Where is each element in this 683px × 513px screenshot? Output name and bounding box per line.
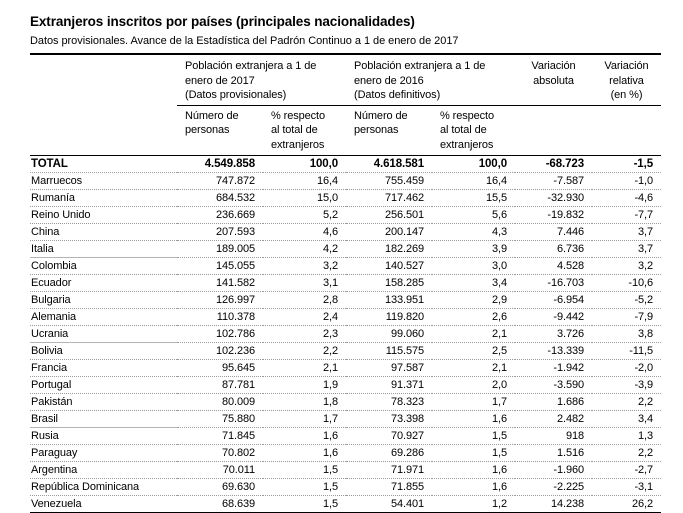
variacion-relativa-value: -10,6 [592,275,661,292]
country-label: Rusia [30,428,177,445]
variacion-absoluta-line1: Variación [515,59,592,74]
sub-header-pct-2016 [432,105,515,156]
table-row [30,309,661,326]
numero-2017-value: 70.011 [177,462,263,479]
pct-2016-value: 2,0 [432,377,515,394]
pct-2016-value: 2,6 [432,309,515,326]
variacion-absoluta-value: -2.225 [515,479,592,496]
variacion-absoluta-value: -6.954 [515,292,592,309]
group-header-pop-2017-line2: enero de 2017 [185,74,346,89]
table-row [30,394,661,411]
numero-2017-value: 80.009 [177,394,263,411]
pct-2017-value: 3,2 [263,258,346,275]
total-variacion-relativa: -1,5 [592,156,661,173]
numero-2017-value: 110.378 [177,309,263,326]
numero-2017-value: 70.802 [177,445,263,462]
total-numero-2017: 4.549.858 [177,156,263,173]
variacion-relativa-value: -5,2 [592,292,661,309]
numero-2017-value: 102.786 [177,326,263,343]
table-row [30,207,661,224]
variacion-absoluta-value: -3.590 [515,377,592,394]
numero-2016-value: 71.855 [346,479,432,496]
pct-2016-value: 5,6 [432,207,515,224]
numero-2017-value: 684.532 [177,190,263,207]
numero-2016-value: 182.269 [346,241,432,258]
pct-2017-value: 15,0 [263,190,346,207]
variacion-relativa-value: 3,4 [592,411,661,428]
sub-header-pct-2017-line2: al total de [271,123,346,138]
pct-2017-value: 4,2 [263,241,346,258]
pct-2016-value: 4,3 [432,224,515,241]
variacion-relativa-value: 3,7 [592,241,661,258]
country-label: Brasil [30,411,177,428]
sub-header-numero-2017 [177,105,263,156]
country-label: Colombia [30,258,177,275]
page-title: Extranjeros inscritos por países (principales nacionalidades) [30,14,661,30]
numero-2016-value: 54.401 [346,496,432,513]
total-pct-2017: 100,0 [263,156,346,173]
numero-2016-value: 97.587 [346,360,432,377]
numero-2017-value: 75.880 [177,411,263,428]
table-row-total [30,156,661,173]
numero-2016-value: 133.951 [346,292,432,309]
numero-2016-value: 71.971 [346,462,432,479]
country-label: Venezuela [30,496,177,513]
group-header-pop-2016-line3: (Datos definitivos) [354,88,515,103]
pct-2016-value: 1,7 [432,394,515,411]
total-numero-2016: 4.618.581 [346,156,432,173]
pct-2016-value: 2,1 [432,326,515,343]
country-label: Paraguay [30,445,177,462]
table-row [30,190,661,207]
variacion-absoluta-value: 14.238 [515,496,592,513]
pct-2016-value: 2,5 [432,343,515,360]
variacion-relativa-line3: (en %) [592,88,661,103]
variacion-relativa-value: -7,7 [592,207,661,224]
table-row [30,275,661,292]
variacion-relativa-value: -3,9 [592,377,661,394]
country-label: Bulgaria [30,292,177,309]
group-header-pop-2017 [177,55,346,105]
numero-2017-value: 126.997 [177,292,263,309]
sub-header-blank [30,105,177,156]
sub-header-numero-2016-line1: Número de [354,109,432,124]
sub-header-numero-2016-line2: personas [354,123,432,138]
country-label: Portugal [30,377,177,394]
numero-2016-value: 78.323 [346,394,432,411]
variacion-relativa-value: -4,6 [592,190,661,207]
country-label: Francia [30,360,177,377]
pct-2016-value: 15,5 [432,190,515,207]
numero-2016-value: 91.371 [346,377,432,394]
total-variacion-absoluta: -68.723 [515,156,592,173]
numero-2016-value: 755.459 [346,173,432,190]
numero-2017-value: 207.593 [177,224,263,241]
pct-2017-value: 2,4 [263,309,346,326]
pct-2016-value: 1,6 [432,462,515,479]
group-header-pop-2017-line3: (Datos provisionales) [185,88,346,103]
total-label: TOTAL [30,156,177,173]
table-body [30,156,661,513]
pct-2017-value: 1,6 [263,445,346,462]
table-header [30,54,661,156]
pct-2017-value: 2,8 [263,292,346,309]
pct-2016-value: 1,5 [432,428,515,445]
sub-header-variacion-absoluta-blank [515,105,592,156]
numero-2016-value: 115.575 [346,343,432,360]
variacion-relativa-value: 2,2 [592,394,661,411]
pct-2016-value: 1,6 [432,411,515,428]
numero-2017-value: 95.645 [177,360,263,377]
pct-2016-value: 3,9 [432,241,515,258]
numero-2016-value: 99.060 [346,326,432,343]
variacion-absoluta-value: 1.686 [515,394,592,411]
pct-2016-value: 3,4 [432,275,515,292]
group-header-row [30,55,661,105]
country-label: Alemania [30,309,177,326]
variacion-absoluta-value: 1.516 [515,445,592,462]
group-header-blank [30,55,177,105]
table-row [30,496,661,513]
pct-2017-value: 2,2 [263,343,346,360]
pct-2017-value: 3,1 [263,275,346,292]
variacion-absoluta-value: -9.442 [515,309,592,326]
table-row [30,411,661,428]
variacion-relativa-value: 3,8 [592,326,661,343]
pct-2016-value: 2,9 [432,292,515,309]
variacion-absoluta-value: -16.703 [515,275,592,292]
group-header-variacion-relativa [592,55,661,105]
variacion-relativa-value: -11,5 [592,343,661,360]
numero-2017-value: 68.639 [177,496,263,513]
variacion-absoluta-value: 6.736 [515,241,592,258]
numero-2016-value: 717.462 [346,190,432,207]
pct-2016-value: 16,4 [432,173,515,190]
pct-2016-value: 3,0 [432,258,515,275]
foreign-population-table [30,53,661,513]
pct-2016-value: 1,6 [432,479,515,496]
numero-2016-value: 158.285 [346,275,432,292]
country-label: Bolivia [30,343,177,360]
pct-2017-value: 1,6 [263,428,346,445]
table-row [30,445,661,462]
variacion-relativa-value: -7,9 [592,309,661,326]
variacion-relativa-value: -3,1 [592,479,661,496]
table-row [30,258,661,275]
numero-2017-value: 87.781 [177,377,263,394]
numero-2016-value: 256.501 [346,207,432,224]
variacion-absoluta-value: -7.587 [515,173,592,190]
group-header-pop-2016 [346,55,515,105]
variacion-relativa-line2: relativa [592,74,661,89]
numero-2017-value: 102.236 [177,343,263,360]
variacion-relativa-value: 3,2 [592,258,661,275]
variacion-absoluta-value: -13.339 [515,343,592,360]
numero-2017-value: 145.055 [177,258,263,275]
variacion-absoluta-value: 918 [515,428,592,445]
numero-2016-value: 200.147 [346,224,432,241]
group-header-pop-2016-line2: enero de 2016 [354,74,515,89]
numero-2016-value: 119.820 [346,309,432,326]
variacion-absoluta-value: -1.942 [515,360,592,377]
table-row [30,241,661,258]
table-row [30,326,661,343]
country-label: Ucrania [30,326,177,343]
table-row [30,224,661,241]
sub-header-pct-2016-line1: % respecto [440,109,515,124]
variacion-relativa-value: 3,7 [592,224,661,241]
numero-2017-value: 141.582 [177,275,263,292]
variacion-relativa-value: -2,7 [592,462,661,479]
country-label: Reino Unido [30,207,177,224]
group-header-variacion-absoluta [515,55,592,105]
variacion-absoluta-value: -32.930 [515,190,592,207]
variacion-relativa-value: 2,2 [592,445,661,462]
numero-2016-value: 73.398 [346,411,432,428]
variacion-absoluta-value: 4.528 [515,258,592,275]
table-row [30,292,661,309]
table-row [30,428,661,445]
pct-2016-value: 1,2 [432,496,515,513]
numero-2017-value: 747.872 [177,173,263,190]
country-label: Italia [30,241,177,258]
sub-header-numero-2017-line2: personas [185,123,263,138]
numero-2016-value: 69.286 [346,445,432,462]
variacion-absoluta-value: -1.960 [515,462,592,479]
country-label: China [30,224,177,241]
variacion-relativa-value: -1,0 [592,173,661,190]
pct-2017-value: 1,5 [263,496,346,513]
numero-2017-value: 69.630 [177,479,263,496]
table-row [30,173,661,190]
country-label: Ecuador [30,275,177,292]
country-label: República Dominicana [30,479,177,496]
pct-2017-value: 1,5 [263,462,346,479]
variacion-relativa-value: -2,0 [592,360,661,377]
table-row [30,360,661,377]
variacion-absoluta-line2: absoluta [515,74,592,89]
pct-2017-value: 4,6 [263,224,346,241]
sub-header-pct-2017-line1: % respecto [271,109,346,124]
pct-2017-value: 2,1 [263,360,346,377]
table-row [30,462,661,479]
country-label: Marruecos [30,173,177,190]
sub-header-pct-2017-line3: extranjeros [271,138,346,153]
variacion-absoluta-value: -19.832 [515,207,592,224]
page-subtitle: Datos provisionales. Avance de la Estadística del Padrón Continuo a 1 de enero de 2017 [30,34,661,48]
numero-2017-value: 71.845 [177,428,263,445]
variacion-relativa-line1: Variación [592,59,661,74]
group-header-pop-2016-line1: Población extranjera a 1 de [354,59,515,74]
table-row [30,377,661,394]
sub-header-pct-2016-line2: al total de [440,123,515,138]
table-row [30,343,661,360]
country-label: Pakistán [30,394,177,411]
pct-2017-value: 1,8 [263,394,346,411]
country-label: Rumanía [30,190,177,207]
variacion-absoluta-value: 7.446 [515,224,592,241]
sub-header-numero-2016 [346,105,432,156]
pct-2017-value: 1,5 [263,479,346,496]
sub-header-pct-2016-line3: extranjeros [440,138,515,153]
pct-2016-value: 1,5 [432,445,515,462]
pct-2016-value: 2,1 [432,360,515,377]
table-row [30,479,661,496]
numero-2016-value: 140.527 [346,258,432,275]
pct-2017-value: 5,2 [263,207,346,224]
numero-2017-value: 189.005 [177,241,263,258]
pct-2017-value: 16,4 [263,173,346,190]
sub-header-numero-2017-line1: Número de [185,109,263,124]
total-pct-2016: 100,0 [432,156,515,173]
group-header-pop-2017-line1: Población extranjera a 1 de [185,59,346,74]
pct-2017-value: 2,3 [263,326,346,343]
variacion-absoluta-value: 3.726 [515,326,592,343]
numero-2016-value: 70.927 [346,428,432,445]
sub-header-row [30,105,661,156]
variacion-relativa-value: 1,3 [592,428,661,445]
sub-header-variacion-relativa-blank [592,105,661,156]
pct-2017-value: 1,7 [263,411,346,428]
numero-2017-value: 236.669 [177,207,263,224]
pct-2017-value: 1,9 [263,377,346,394]
variacion-relativa-value: 26,2 [592,496,661,513]
country-label: Argentina [30,462,177,479]
variacion-absoluta-value: 2.482 [515,411,592,428]
sub-header-pct-2017 [263,105,346,156]
